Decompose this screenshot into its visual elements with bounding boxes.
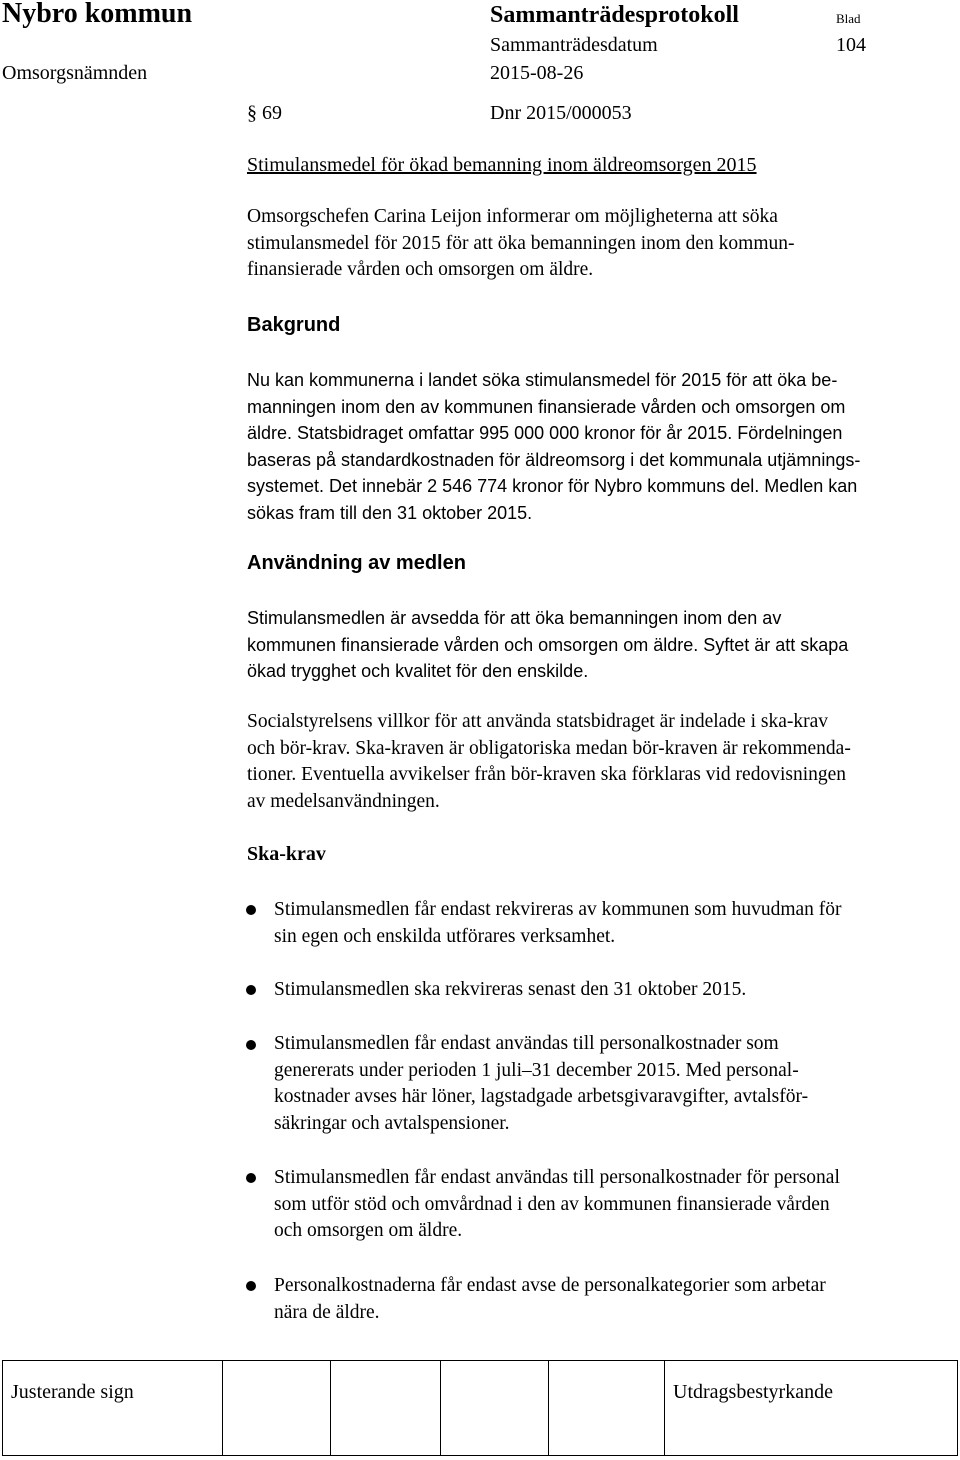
board-name: Omsorgsnämnden (2, 62, 148, 84)
text-line: av medelsanvändningen. (247, 790, 440, 812)
case-title: Stimulansmedel för ökad bemanning inom äldreomsorgen 2015 (247, 154, 757, 176)
text-line: och bör-krav. Ska-kraven är obligatoriska medan bör-kraven är rekommenda- (247, 737, 851, 759)
text-line: Socialstyrelsens villkor för att använda statsbidraget är indelade i ska-krav (247, 711, 829, 732)
text-line: och omsorgen om äldre. (274, 1220, 463, 1241)
intro-paragraph (247, 204, 795, 284)
text-line: som utför stöd och omvårdnad i den av kommunen finansierade vården (274, 1193, 830, 1215)
document-type: Sammanträdesprotokoll (490, 2, 739, 28)
text-line: Stimulansmedlen får endast användas till personalkostnader för personal (274, 1167, 840, 1188)
text-line: Stimulansmedlen får endast rekvireras av kommunen som huvudman för (274, 899, 842, 920)
text-line: Omsorgschefen Carina Leijon informerar om möjligheterna att söka (247, 206, 778, 227)
signature-table (2, 1360, 958, 1456)
text-line: kommunen finansierade vården och omsorgen om äldre. Syftet är att skapa (247, 634, 849, 655)
signature-cell (441, 1361, 549, 1455)
signature-cell (3, 1361, 223, 1455)
text-line: nära de äldre. (274, 1301, 380, 1323)
text-line: sin egen och enskilda utförares verksamhet. (274, 925, 616, 947)
section-number: § 69 (247, 102, 282, 124)
text-line: sökas fram till den 31 oktober 2015. (247, 502, 533, 523)
text-line: Stimulansmedlen ska rekvireras senast den 31 oktober 2015. (274, 979, 747, 1000)
signature-cell (331, 1361, 441, 1455)
organization-name: Nybro kommun (2, 0, 193, 29)
bullet-icon (246, 985, 256, 995)
text-line: baseras på standardkostnaden för äldreomsorg i det kommunala utjämnings- (247, 449, 861, 470)
bullet-item (274, 1165, 840, 1245)
bullet-icon (246, 905, 256, 915)
justerande-sign-label: Justerande sign (11, 1381, 134, 1403)
text-line: genererats under perioden 1 juli–31 december 2015. Med personal- (274, 1059, 799, 1081)
text-line: manningen inom den av kommunen finansierade vården och omsorgen om (247, 396, 846, 417)
text-line: Stimulansmedlen är avsedda för att öka bemanningen inom den av (247, 608, 782, 628)
meeting-date: 2015-08-26 (490, 62, 584, 84)
bakgrund-paragraph (247, 367, 860, 526)
signature-cell (223, 1361, 331, 1455)
bullet-icon (246, 1040, 256, 1050)
skakrav-heading: Ska-krav (247, 843, 326, 865)
anvandning-paragraph (247, 605, 848, 685)
text-line: äldre. Statsbidraget omfattar 995 000 000 kronor för år 2015. Fördelningen (247, 423, 843, 443)
signature-cell (549, 1361, 665, 1455)
meeting-date-label: Sammanträdesdatum (490, 34, 658, 56)
text-line: Stimulansmedlen får endast användas till personalkostnader som (274, 1033, 779, 1054)
text-line: Nu kan kommunerna i landet söka stimulansmedel för 2015 för att öka be- (247, 370, 838, 390)
text-line: finansierade vården och omsorgen om äldre. (247, 259, 594, 280)
bullet-item (274, 977, 746, 1004)
case-dnr: Dnr 2015/000053 (490, 102, 632, 124)
page-number: 104 (836, 34, 866, 56)
blad-label: Blad (836, 11, 861, 26)
anvandning-heading: Användning av medlen (247, 552, 466, 574)
utdrag-cell (665, 1361, 957, 1455)
bullet-icon (246, 1281, 256, 1291)
bullet-item (274, 1031, 808, 1137)
text-line: kostnader avses här löner, lagstadgade arbetsgivaravgifter, avtalsför- (274, 1086, 809, 1107)
bakgrund-heading: Bakgrund (247, 314, 341, 336)
text-line: Personalkostnaderna får endast avse de personalkategorier som arbetar (274, 1275, 826, 1296)
text-line: systemet. Det innebär 2 546 774 kronor för Nybro kommuns del. Medlen kan (247, 476, 858, 496)
villkor-paragraph (247, 709, 851, 815)
text-line: ökad trygghet och kvalitet för den enskilde. (247, 661, 589, 681)
text-line: säkringar och avtalspensioner. (274, 1112, 510, 1134)
text-line: tioner. Eventuella avvikelser från bör-kraven ska förklaras vid redovisningen (247, 764, 847, 785)
text-line: stimulansmedel för 2015 för att öka bemanningen inom den kommun- (247, 232, 795, 254)
bullet-item (274, 897, 842, 950)
bullet-item (274, 1273, 826, 1326)
utdragsbestyrkande-label: Utdragsbestyrkande (673, 1381, 833, 1403)
bullet-icon (246, 1173, 256, 1183)
